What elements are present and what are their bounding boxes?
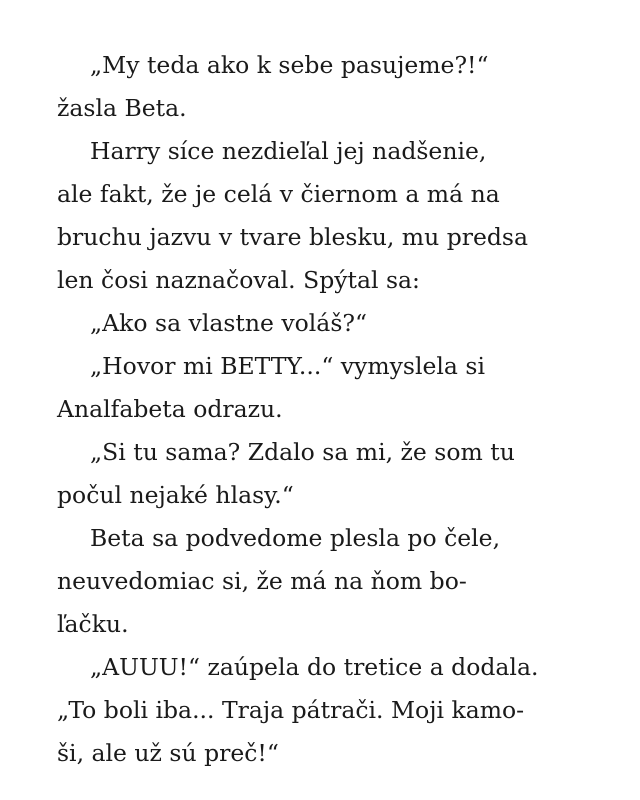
- text-line: len čosi naznačoval. Spýtal sa:: [57, 266, 420, 294]
- text-line: bruchu jazvu v tvare blesku, mu predsa: [57, 223, 528, 251]
- text-line: „AUUU!“ zaúpela do tretice a dodala.: [90, 653, 539, 681]
- text-line: „To boli iba... Traja pátrači. Moji kamo-: [57, 696, 525, 724]
- text-line: Harry síce nezdieľal jej nadšenie,: [90, 137, 487, 165]
- text-line: ľačku.: [57, 610, 129, 638]
- text-line: počul nejaké hlasy.“: [57, 481, 294, 509]
- text-line: žasla Beta.: [57, 94, 187, 122]
- text-line: neuvedomiac si, že má na ňom bo-: [57, 567, 467, 595]
- text-line: „Si tu sama? Zdalo sa mi, že som tu: [90, 438, 515, 466]
- text-line: „My teda ako k sebe pasujeme?!“: [90, 51, 489, 79]
- text-line: ale fakt, že je celá v čiernom a má na: [57, 180, 500, 208]
- text-line: „Ako sa vlastne voláš?“: [90, 309, 367, 337]
- text-line: „Hovor mi BETTY...“ vymyslela si: [90, 352, 485, 380]
- text-line: Analfabeta odrazu.: [57, 395, 283, 423]
- text-line: Beta sa podvedome plesla po čele,: [90, 524, 501, 552]
- text-line: ši, ale už sú preč!“: [57, 739, 279, 767]
